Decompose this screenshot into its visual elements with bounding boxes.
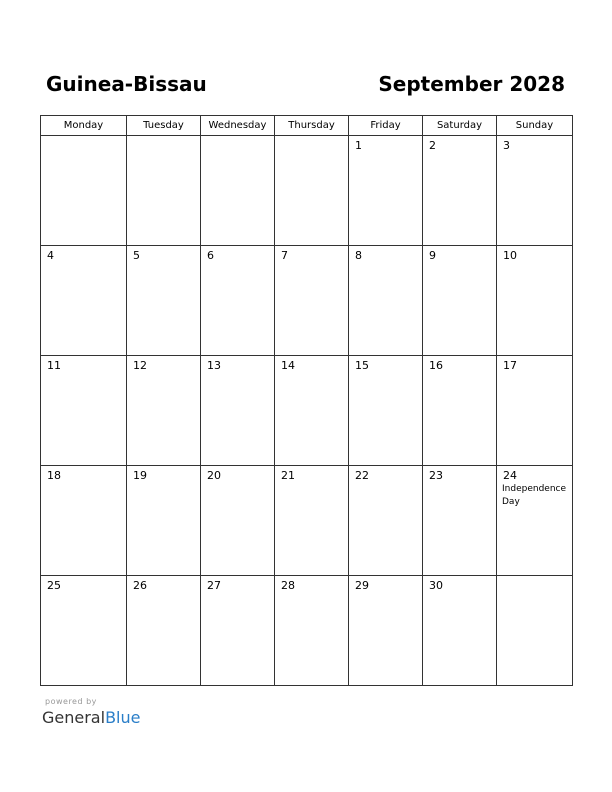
weekday-header-row <box>41 116 573 136</box>
day-cell <box>127 576 201 686</box>
day-number: 2 <box>429 139 436 152</box>
day-number: 4 <box>47 249 54 262</box>
day-cell <box>41 246 127 356</box>
week-row <box>41 576 573 686</box>
month-year-title: September 2028 <box>378 72 565 96</box>
day-cell <box>423 576 497 686</box>
empty-day-cell <box>127 136 201 246</box>
day-number: 14 <box>281 359 295 372</box>
day-number: 22 <box>355 469 369 482</box>
day-number: 3 <box>503 139 510 152</box>
day-cell <box>41 356 127 466</box>
weekday-header-saturday: Saturday <box>423 116 497 136</box>
day-cell <box>497 136 573 246</box>
day-number: 16 <box>429 359 443 372</box>
day-number: 1 <box>355 139 362 152</box>
day-cell <box>201 576 275 686</box>
day-cell <box>41 576 127 686</box>
empty-day-cell <box>497 576 573 686</box>
day-cell <box>423 466 497 576</box>
weekday-header-sunday: Sunday <box>497 116 573 136</box>
day-number: 17 <box>503 359 517 372</box>
day-number: 21 <box>281 469 295 482</box>
day-cell <box>349 576 423 686</box>
empty-day-cell <box>275 136 349 246</box>
day-cell <box>497 356 573 466</box>
day-number: 15 <box>355 359 369 372</box>
holiday-label: Independence Day <box>502 484 567 507</box>
brand-general-text: General <box>42 708 106 727</box>
day-number: 12 <box>133 359 147 372</box>
empty-day-cell <box>41 136 127 246</box>
day-number: 24 <box>503 469 517 482</box>
day-cell <box>275 356 349 466</box>
day-cell <box>275 466 349 576</box>
day-number: 13 <box>207 359 221 372</box>
day-cell <box>201 356 275 466</box>
week-row <box>41 246 573 356</box>
day-cell <box>423 356 497 466</box>
day-number: 19 <box>133 469 147 482</box>
day-cell <box>423 246 497 356</box>
day-number: 23 <box>429 469 443 482</box>
day-number: 27 <box>207 579 221 592</box>
week-row <box>41 356 573 466</box>
day-cell <box>201 466 275 576</box>
empty-day-cell <box>201 136 275 246</box>
day-cell <box>349 466 423 576</box>
day-cell <box>423 136 497 246</box>
day-cell <box>127 356 201 466</box>
day-cell <box>127 466 201 576</box>
day-cell <box>201 246 275 356</box>
day-number: 5 <box>133 249 140 262</box>
day-cell <box>349 356 423 466</box>
day-number: 6 <box>207 249 214 262</box>
powered-by-text: powered by <box>45 697 97 706</box>
weekday-header-tuesday: Tuesday <box>127 116 201 136</box>
weekday-header-friday: Friday <box>349 116 423 136</box>
weekday-header-thursday: Thursday <box>275 116 349 136</box>
generalblue-logo[interactable] <box>42 707 140 729</box>
day-number: 30 <box>429 579 443 592</box>
day-cell <box>497 466 573 576</box>
day-number: 7 <box>281 249 288 262</box>
day-cell <box>275 576 349 686</box>
day-cell <box>349 136 423 246</box>
day-cell <box>275 246 349 356</box>
week-row <box>41 136 573 246</box>
country-title: Guinea-Bissau <box>46 72 207 96</box>
footer-branding <box>42 697 140 729</box>
day-number: 26 <box>133 579 147 592</box>
day-cell <box>127 246 201 356</box>
week-row <box>41 466 573 576</box>
day-number: 20 <box>207 469 221 482</box>
day-number: 9 <box>429 249 436 262</box>
day-number: 8 <box>355 249 362 262</box>
day-cell <box>349 246 423 356</box>
day-number: 25 <box>47 579 61 592</box>
day-number: 18 <box>47 469 61 482</box>
day-number: 28 <box>281 579 295 592</box>
day-number: 10 <box>503 249 517 262</box>
calendar-grid <box>40 115 573 686</box>
day-number: 11 <box>47 359 61 372</box>
day-number: 29 <box>355 579 369 592</box>
day-cell <box>497 246 573 356</box>
brand-blue-text: Blue <box>105 708 141 727</box>
weekday-header-monday: Monday <box>41 116 127 136</box>
day-cell <box>41 466 127 576</box>
weekday-header-wednesday: Wednesday <box>201 116 275 136</box>
